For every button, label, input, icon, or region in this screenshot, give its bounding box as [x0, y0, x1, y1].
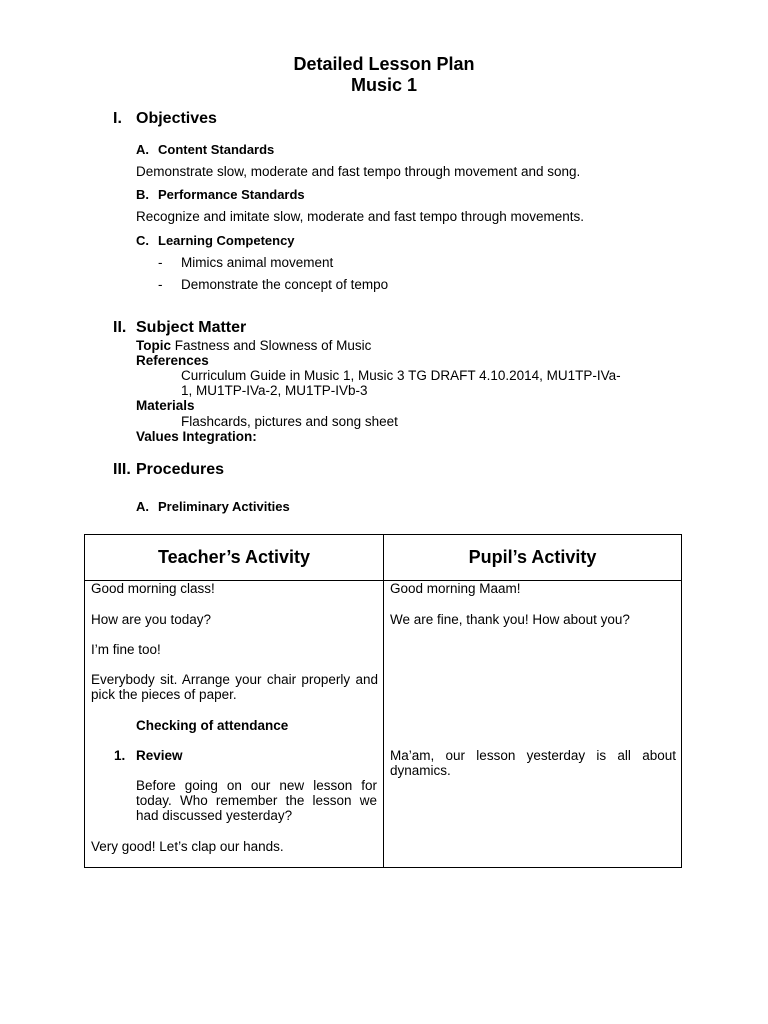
performance-standards-heading: Performance Standards — [158, 187, 305, 202]
performance-standards-letter: B. — [136, 187, 149, 202]
topic-line — [136, 338, 371, 353]
learning-competency-letter: C. — [136, 233, 149, 248]
teacher-how-are-you: How are you today? — [91, 612, 212, 627]
objectives-numeral: I. — [113, 110, 122, 127]
materials-label: Materials — [136, 398, 195, 413]
pupil-dynamics-answer: Ma’am, our lesson yesterday is all about dynamics. — [390, 748, 676, 778]
attendance-heading: Checking of attendance — [136, 718, 289, 733]
performance-standards-text: Recognize and imitate slow, moderate and fast tempo through movements. — [136, 209, 584, 224]
competency-bullet: - — [158, 277, 163, 292]
learning-competency-heading: Learning Competency — [158, 233, 295, 248]
topic-value: Fastness and Slowness of Music — [174, 338, 372, 353]
objectives-heading: Objectives — [136, 110, 217, 127]
page-subtitle: Music 1 — [350, 75, 418, 95]
references-line-2: 1, MU1TP-IVa-2, MU1TP-IVb-3 — [181, 383, 368, 398]
teacher-activity-header: Teacher’s Activity — [157, 547, 311, 567]
teacher-fine-too: I’m fine too! — [91, 642, 161, 657]
values-integration-label: Values Integration: — [136, 429, 257, 444]
content-standards-text: Demonstrate slow, moderate and fast tempo through movement and song. — [136, 164, 581, 179]
subject-matter-numeral: II. — [113, 319, 127, 336]
review-heading: Review — [136, 748, 183, 763]
materials-value: Flashcards, pictures and song sheet — [181, 414, 398, 429]
competency-item: Mimics animal movement — [181, 255, 334, 270]
procedures-numeral: III. — [113, 461, 131, 478]
review-question: Before going on our new lesson for today. Who remember the lesson we had discussed yesterday? — [136, 778, 377, 823]
topic-label: Topic — [136, 338, 171, 353]
teacher-clap: Very good! Let’s clap our hands. — [91, 839, 284, 854]
teacher-greeting: Good morning class! — [91, 581, 215, 596]
pupil-greeting: Good morning Maam! — [390, 581, 521, 596]
references-label: References — [136, 353, 209, 368]
review-number: 1. — [114, 748, 126, 763]
pupil-fine: We are fine, thank you! How about you? — [390, 612, 630, 627]
teacher-sit-instruction: Everybody sit. Arrange your chair properly and pick the pieces of paper. — [91, 672, 378, 702]
subject-matter-heading: Subject Matter — [136, 319, 247, 336]
content-standards-letter: A. — [136, 142, 149, 157]
activity-table — [84, 534, 682, 868]
pupil-activity-header: Pupil’s Activity — [468, 547, 597, 567]
content-standards-heading: Content Standards — [158, 142, 275, 157]
procedures-heading: Procedures — [136, 461, 225, 478]
column-divider — [383, 535, 384, 867]
competency-bullet: - — [158, 255, 163, 270]
competency-item: Demonstrate the concept of tempo — [181, 277, 389, 292]
preliminary-letter: A. — [136, 499, 149, 514]
references-line-1: Curriculum Guide in Music 1, Music 3 TG DRAFT 4.10.2014, MU1TP-IVa- — [181, 368, 621, 383]
page-title: Detailed Lesson Plan — [293, 54, 475, 74]
preliminary-heading: Preliminary Activities — [158, 499, 290, 514]
